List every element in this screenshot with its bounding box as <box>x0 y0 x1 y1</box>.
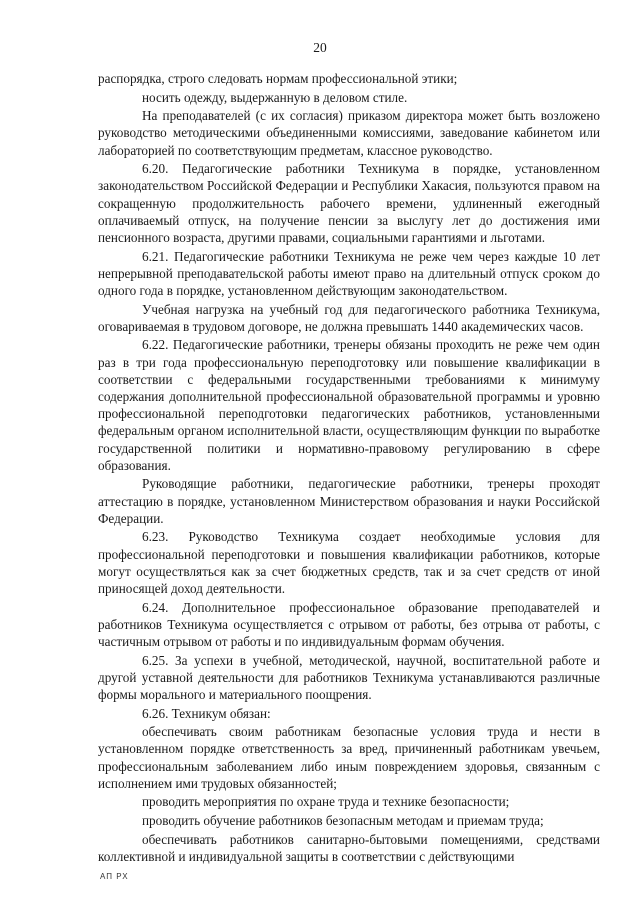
paragraph: распорядка, строго следовать нормам профессиональной этики; <box>98 71 458 86</box>
paragraph: 6.20. Педагогические работники Техникума в порядке, установленном законодательством Российской Федерации и Республики Хакасия, пользуются правом на сокращенную продолжительность рабочего времени, удлиненный ежегодный оплачиваемый отпуск, на получение пенсии за выслугу лет до достижения ими пенсионного возраста, другими правами, социальными гарантиями и льготами. <box>98 161 600 245</box>
paragraph: обеспечивать своим работникам безопасные условия труда и нести в установленном порядке ответственность за вред, причиненный работникам увечьем, профессиональным заболеванием либо иным повреждением здоровья, связанным с исполнением ими трудовых обязанностей; <box>98 724 600 791</box>
document-body <box>98 70 600 866</box>
paragraph: На преподавателей (с их согласия) приказом директора может быть возложено руководство методическими объединенными комиссиями, заведование кабинетом или лабораторией по соответствующим предметам, классное руководство. <box>98 108 600 158</box>
paragraph: 6.23. Руководство Техникума создает необходимые условия для профессиональной переподготовки и повышения квалификации работников, которые могут осуществляться как за счет бюджетных средств, так и за счет средств от иной приносящей доход деятельности. <box>98 529 600 597</box>
paragraph: Учебная нагрузка на учебный год для педагогического работника Техникума, оговариваемая в трудовом договоре, не должна превышать 1440 академических часов. <box>98 301 600 334</box>
paragraph: 6.25. За успехи в учебной, методической, научной, воспитательной работе и другой уставной деятельности для работников Техникума устанавливаются различные формы морального и материального поощрения. <box>98 652 600 703</box>
paragraph: 6.24. Дополнительное профессиональное образование преподавателей и работников Техникума осуществляется с отрывом от работы, без отрыва от работы, с частичным отрывом от работы и по индивидуальным формам обучения. <box>98 599 600 650</box>
paragraph: носить одежду, выдержанную в деловом стиле. <box>142 89 408 105</box>
paragraph: проводить обучение работников безопасным методам и приемам труда; <box>142 813 544 828</box>
paragraph: проводить мероприятия по охране труда и технике безопасности; <box>142 794 510 810</box>
paragraph: Руководящие работники, педагогические работники, тренеры проходят аттестацию в порядке, установленном Министерством образования и науки Российской Федерации. <box>98 476 600 526</box>
footer-mark: АП РХ <box>100 872 129 881</box>
paragraph: 6.21. Педагогические работники Техникума не реже чем через каждые 10 лет непрерывной преподавательской работы имеют право на длительный отпуск сроком до одного года в порядке, установленном действующим законодательством. <box>98 248 600 298</box>
paragraph: 6.22. Педагогические работники, тренеры обязаны проходить не реже чем один раз в три года профессиональную переподготовку или повышение квалификации в соответствии с федеральными государственными требованиями к минимуму содержания дополнительной профессиональной образовательной программы и уровню профессиональной переподготовки педагогических работников, установленными федеральным органом исполнительной власти, осуществляющим функции по выработке государственной политики и нормативно-правовому регулированию в сфере образования. <box>98 337 600 473</box>
paragraph: обеспечивать работников санитарно-бытовыми помещениями, средствами коллективной и индивидуальной защиты в соответствии с действующими <box>98 831 600 864</box>
paragraph: 6.26. Техникум обязан: <box>142 705 271 721</box>
page-number: 20 <box>313 40 327 55</box>
